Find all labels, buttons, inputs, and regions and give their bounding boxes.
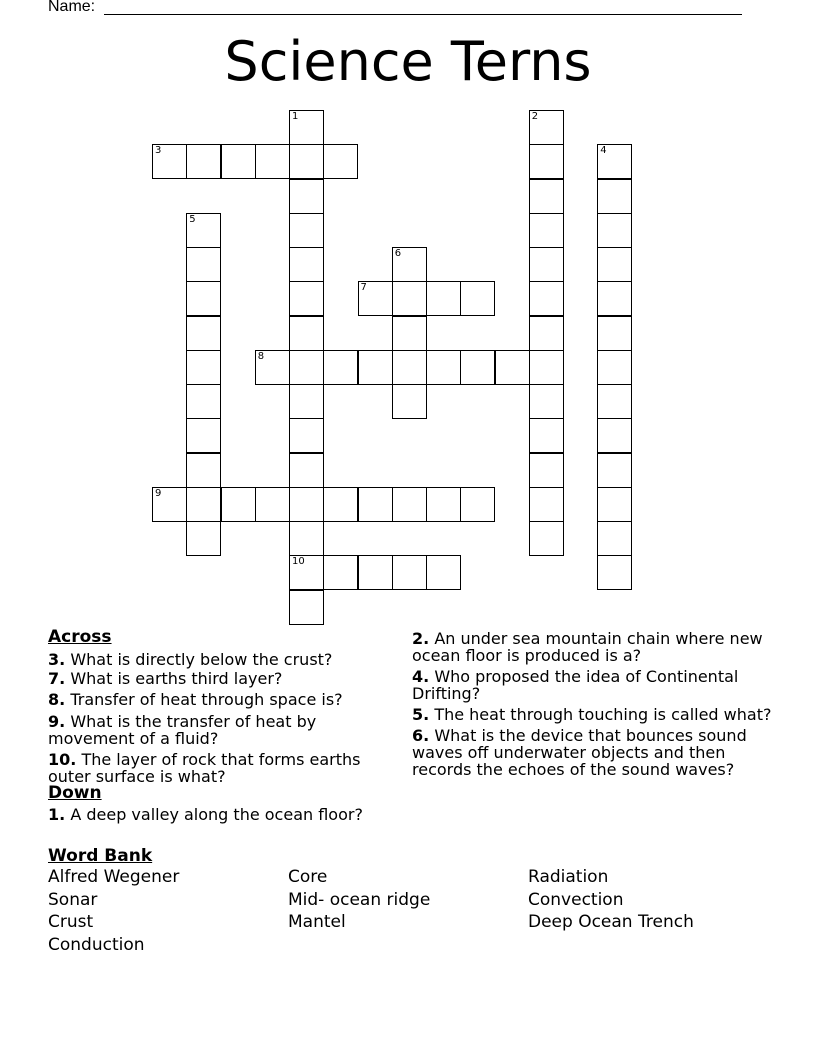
word-bank-item: Alfred Wegener	[48, 867, 180, 887]
word-bank-item: Mid- ocean ridge	[288, 889, 431, 910]
crossword-cell[interactable]	[186, 418, 221, 453]
crossword-cell[interactable]	[323, 350, 358, 385]
clues-right-column	[412, 630, 772, 778]
clue-item-text: A deep valley along the ocean floor?	[70, 805, 363, 824]
crossword-cell[interactable]	[529, 384, 564, 419]
clue-item-number: 9.	[48, 712, 66, 731]
crossword-cell[interactable]	[289, 453, 324, 488]
crossword-cell[interactable]	[597, 384, 632, 419]
clue-item-number: 10.	[48, 750, 77, 769]
crossword-cell[interactable]	[186, 487, 221, 522]
clue-item-text: Transfer of heat through space is?	[70, 690, 343, 709]
clues-left-column	[48, 629, 398, 823]
crossword-cell[interactable]	[529, 144, 564, 179]
crossword-cell[interactable]	[529, 213, 564, 248]
crossword-cell[interactable]	[221, 487, 256, 522]
crossword-cell[interactable]	[358, 350, 393, 385]
crossword-cell[interactable]	[597, 418, 632, 453]
crossword-cell[interactable]	[186, 281, 221, 316]
word-bank-item: Core	[288, 867, 328, 887]
crossword-cell[interactable]	[529, 521, 564, 556]
crossword-cell[interactable]	[529, 247, 564, 282]
crossword-cell[interactable]	[460, 350, 495, 385]
clue-item	[412, 727, 772, 778]
crossword-cell[interactable]	[426, 281, 461, 316]
across-heading: Across	[48, 627, 112, 647]
crossword-cell[interactable]	[597, 213, 632, 248]
clue-item-text: An under sea mountain chain where new ocean floor is produced is a?	[412, 629, 763, 665]
crossword-cell[interactable]	[392, 281, 427, 316]
clue-item	[412, 630, 772, 664]
clue-item-number: 7.	[48, 669, 66, 688]
clue-number: 10	[292, 556, 305, 568]
clue-item	[412, 706, 772, 723]
down-clue-list-left	[48, 806, 398, 823]
clue-item	[48, 806, 398, 823]
crossword-cell[interactable]	[529, 110, 564, 145]
crossword-cell[interactable]	[186, 453, 221, 488]
crossword-cell[interactable]	[392, 350, 427, 385]
word-bank-item: Deep Ocean Trench	[528, 912, 694, 933]
crossword-cell[interactable]	[358, 555, 393, 590]
word-bank-item: Convection	[528, 889, 624, 910]
clue-item	[48, 651, 398, 668]
clue-item-number: 2.	[412, 629, 430, 648]
clue-item-text: The heat through touching is called what?	[434, 705, 772, 724]
crossword-cell[interactable]	[186, 350, 221, 385]
crossword-cell[interactable]	[186, 521, 221, 556]
clue-item-number: 3.	[48, 650, 66, 669]
word-bank-heading: Word Bank	[48, 846, 153, 866]
crossword-cell[interactable]	[597, 316, 632, 351]
clue-number: 8	[257, 350, 265, 362]
crossword-cell[interactable]	[289, 213, 324, 248]
clue-item	[48, 751, 398, 785]
crossword-cell[interactable]	[289, 521, 324, 556]
crossword-cell[interactable]	[323, 487, 358, 522]
crossword-cell[interactable]	[289, 384, 324, 419]
crossword-cell[interactable]	[392, 384, 427, 419]
across-clue-list	[48, 651, 398, 785]
word-bank-item: Radiation	[528, 867, 609, 887]
word-bank-item: Mantel	[288, 912, 346, 933]
crossword-cell[interactable]	[289, 316, 324, 351]
crossword-cell[interactable]	[392, 247, 427, 282]
crossword-cell[interactable]	[255, 487, 290, 522]
clue-item-text: What is directly below the crust?	[70, 650, 333, 669]
name-label: Name:	[48, 0, 96, 15]
crossword-cell[interactable]	[255, 144, 290, 179]
crossword-cell[interactable]	[597, 521, 632, 556]
crossword-cell[interactable]	[597, 281, 632, 316]
clue-item	[48, 670, 398, 687]
crossword-cell[interactable]	[597, 487, 632, 522]
clue-number: 7	[360, 282, 367, 294]
clue-item-number: 8.	[48, 690, 66, 709]
crossword-cell[interactable]	[358, 281, 393, 316]
crossword-cell[interactable]	[597, 179, 632, 214]
crossword-cell[interactable]	[392, 316, 427, 351]
crossword-cell[interactable]	[289, 110, 324, 145]
crossword-cell[interactable]	[529, 281, 564, 316]
crossword-cell[interactable]	[392, 487, 427, 522]
crossword-cell[interactable]	[597, 453, 632, 488]
crossword-cell[interactable]	[289, 144, 324, 179]
crossword-cell[interactable]	[186, 384, 221, 419]
crossword-cell[interactable]	[186, 213, 221, 248]
crossword-cell[interactable]	[426, 350, 461, 385]
crossword-cell[interactable]	[529, 418, 564, 453]
crossword-cell[interactable]	[152, 144, 187, 179]
clue-item-text: What is the device that bounces sound waves off underwater objects and then records the echoes of the sound waves?	[412, 726, 747, 779]
crossword-cell[interactable]	[186, 247, 221, 282]
clue-item-text: Who proposed the idea of Continental Drifting?	[412, 667, 739, 703]
crossword-cell[interactable]	[289, 281, 324, 316]
crossword-cell[interactable]	[289, 555, 324, 590]
crossword-cell[interactable]	[495, 350, 530, 385]
clue-item-text: The layer of rock that forms earths outer surface is what?	[48, 750, 361, 786]
crossword-cell[interactable]	[426, 555, 461, 590]
name-line[interactable]	[104, 14, 742, 15]
word-bank-item: Crust	[48, 912, 94, 933]
crossword-cell[interactable]	[323, 144, 358, 179]
crossword-cell[interactable]	[323, 555, 358, 590]
crossword-cell[interactable]	[392, 555, 427, 590]
clue-number: 1	[292, 111, 299, 122]
down-clue-list-right	[412, 630, 772, 778]
crossword-cell[interactable]	[460, 281, 495, 316]
crossword-cell[interactable]	[152, 487, 187, 522]
crossword-cell[interactable]	[221, 144, 256, 179]
crossword-cell[interactable]	[289, 418, 324, 453]
clue-item-number: 4.	[412, 667, 430, 686]
crossword-cell[interactable]	[289, 350, 324, 385]
clue-number: 4	[600, 145, 607, 157]
clue-item	[412, 668, 772, 702]
word-bank-item: Conduction	[48, 935, 145, 956]
clue-number: 2	[531, 111, 539, 122]
crossword-cell[interactable]	[289, 590, 324, 625]
crossword-cell[interactable]	[186, 144, 221, 179]
crossword-cell[interactable]	[529, 453, 564, 488]
down-heading: Down	[48, 783, 102, 803]
clue-item-number: 1.	[48, 805, 66, 824]
clue-item	[48, 691, 398, 708]
crossword-cell[interactable]	[426, 487, 461, 522]
crossword-cell[interactable]	[255, 350, 290, 385]
clue-item-text: What is earths third layer?	[70, 669, 283, 688]
crossword-cell[interactable]	[186, 316, 221, 351]
crossword-cell[interactable]	[289, 247, 324, 282]
crossword-cell[interactable]	[460, 487, 495, 522]
crossword-cell[interactable]	[597, 555, 632, 590]
crossword-cell[interactable]	[597, 144, 632, 179]
clue-item	[48, 713, 398, 747]
word-bank-item: Sonar	[48, 889, 98, 910]
clue-item-text: What is the transfer of heat by movement of a fluid?	[48, 712, 317, 748]
clue-number: 9	[155, 487, 162, 499]
crossword-cell[interactable]	[529, 316, 564, 351]
crossword-cell[interactable]	[358, 487, 393, 522]
clue-number: 5	[189, 213, 196, 225]
clue-number: 3	[155, 145, 162, 157]
crossword-cell[interactable]	[529, 179, 564, 214]
crossword-cell[interactable]	[597, 247, 632, 282]
page-title: Science Terns	[224, 30, 592, 93]
clue-number: 6	[394, 248, 402, 259]
crossword-cell[interactable]	[529, 487, 564, 522]
crossword-cell[interactable]	[289, 487, 324, 522]
crossword-cell[interactable]	[289, 179, 324, 214]
clue-item-number: 6.	[412, 726, 430, 745]
crossword-cell[interactable]	[597, 350, 632, 385]
crossword-cell[interactable]	[529, 350, 564, 385]
clue-item-number: 5.	[412, 705, 430, 724]
